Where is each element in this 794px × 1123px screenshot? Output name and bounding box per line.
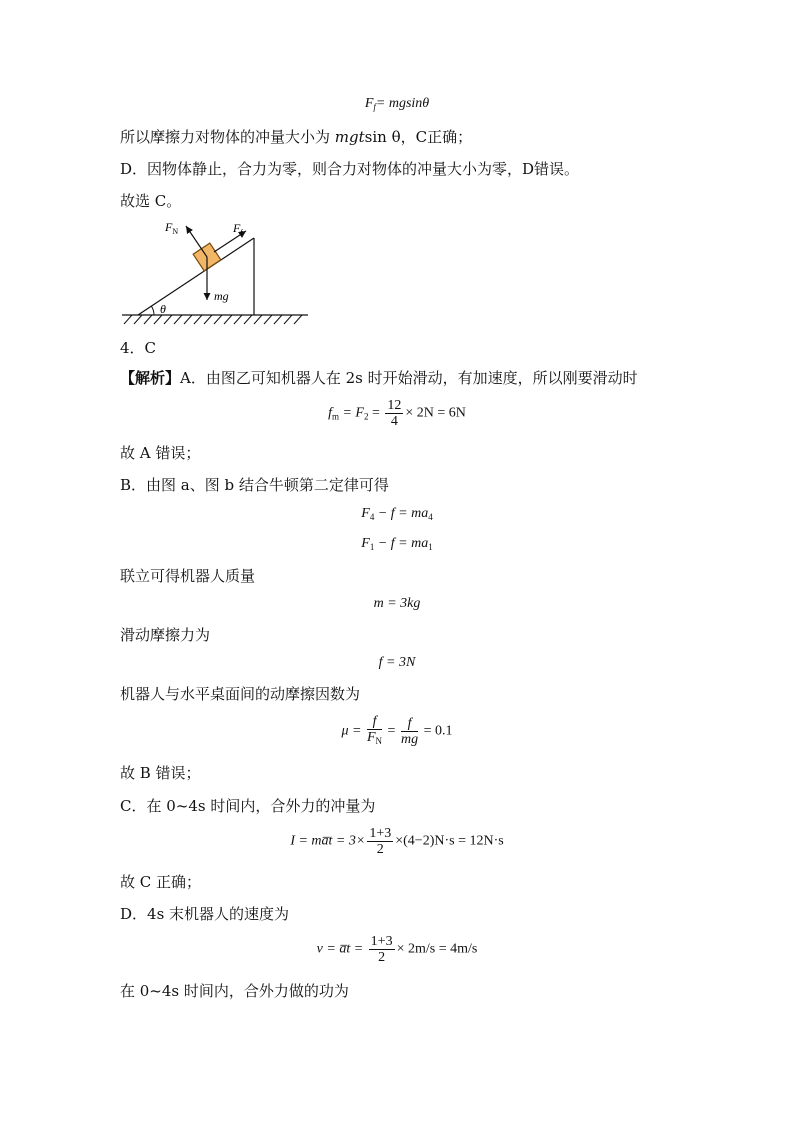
incline-force-diagram [120,214,310,328]
text-line-c-correct: 故 C 正确； [120,873,202,891]
equation-impulse: I = ma̅t = 3× $\frac{1+3}{2}$ ×(4−2)N·s = 12N·s [290,826,504,857]
eq-symbol: F [364,96,374,111]
text-line-coefficient: 机器人与水平桌面间的动摩擦因数为 [120,685,361,703]
theta-label: θ [160,302,166,316]
text-line-answer-c: 故选 C。 [120,192,182,210]
text-line-work: 在 0~4s 时间内，合外力做的功为 [120,982,349,1000]
equation-coefficient: μ = $\frac{f}{F_N}$ = $\frac{f}{mg}$ = 0.1 [341,714,453,747]
analysis-line-a [120,368,638,388]
equation-newton-4: $F_4 - f = ma_4$ [361,506,433,522]
friction-equation [0,96,794,112]
text-line-option-c: C．在 0~4s 时间内，合外力的冲量为 [120,797,376,815]
analysis-text: A．由图乙可知机器人在 2s 时开始滑动，有加速度，所以刚要滑动时 [180,369,638,387]
equation-friction-value: f = 3N [378,655,416,670]
fraction: $\frac{1+3}{2}$ [369,826,392,857]
eq-subscript: f [373,102,376,112]
fraction: $\frac{1+3}{2}$ [370,934,393,965]
text-line-option-b: B．由图 a、图 b 结合牛顿第二定律可得 [120,476,389,494]
line-text-end: sin θ，C正确； [364,128,473,146]
text-line-sliding-friction: 滑动摩擦力为 [120,626,211,644]
text-line-impulse-friction [120,127,472,147]
angle-arc [151,306,154,315]
line-italic: mgt [334,128,365,146]
text-line-option-d: D．因物体静止，合力为零，则合力对物体的冲量大小为零，D错误。 [120,160,580,178]
ground-hatch [124,315,302,324]
ff-label: $F_f$ [233,221,244,237]
fraction: $\frac{12}{4}$ [387,398,402,429]
fn-label: $F_N$ [165,220,179,236]
text-line-option-d-velocity: D．4s 末机器人的速度为 [120,905,290,923]
fraction-2: $\frac{f}{mg}$ [400,716,419,747]
line-text: 所以摩擦力对物体的冲量大小为 [120,128,335,146]
question-4-answer: 4．C [120,339,157,357]
equation-newton-1: $F_1 - f = ma_1$ [361,536,433,552]
text-line-a-wrong: 故 A 错误； [120,444,201,462]
analysis-tag: 【解析】 [120,369,181,387]
eq-rhs: = mgsinθ [375,96,430,111]
equation-mass: m = 3kg [373,596,421,611]
equation-velocity: v = a̅t = $\frac{1+3}{2}$ × 2m/s = 4m/s [316,934,478,965]
mg-label: mg [214,289,229,303]
text-line-b-wrong: 故 B 错误； [120,764,201,782]
fraction-1: $\frac{f}{F_N}$ [366,714,383,746]
text-line-mass: 联立可得机器人质量 [120,567,256,585]
equation-max-static-friction: $f_m = F_2$ = $\frac{12}{4}$ × 2N = 6N [328,398,466,429]
incline-surface [138,238,254,315]
